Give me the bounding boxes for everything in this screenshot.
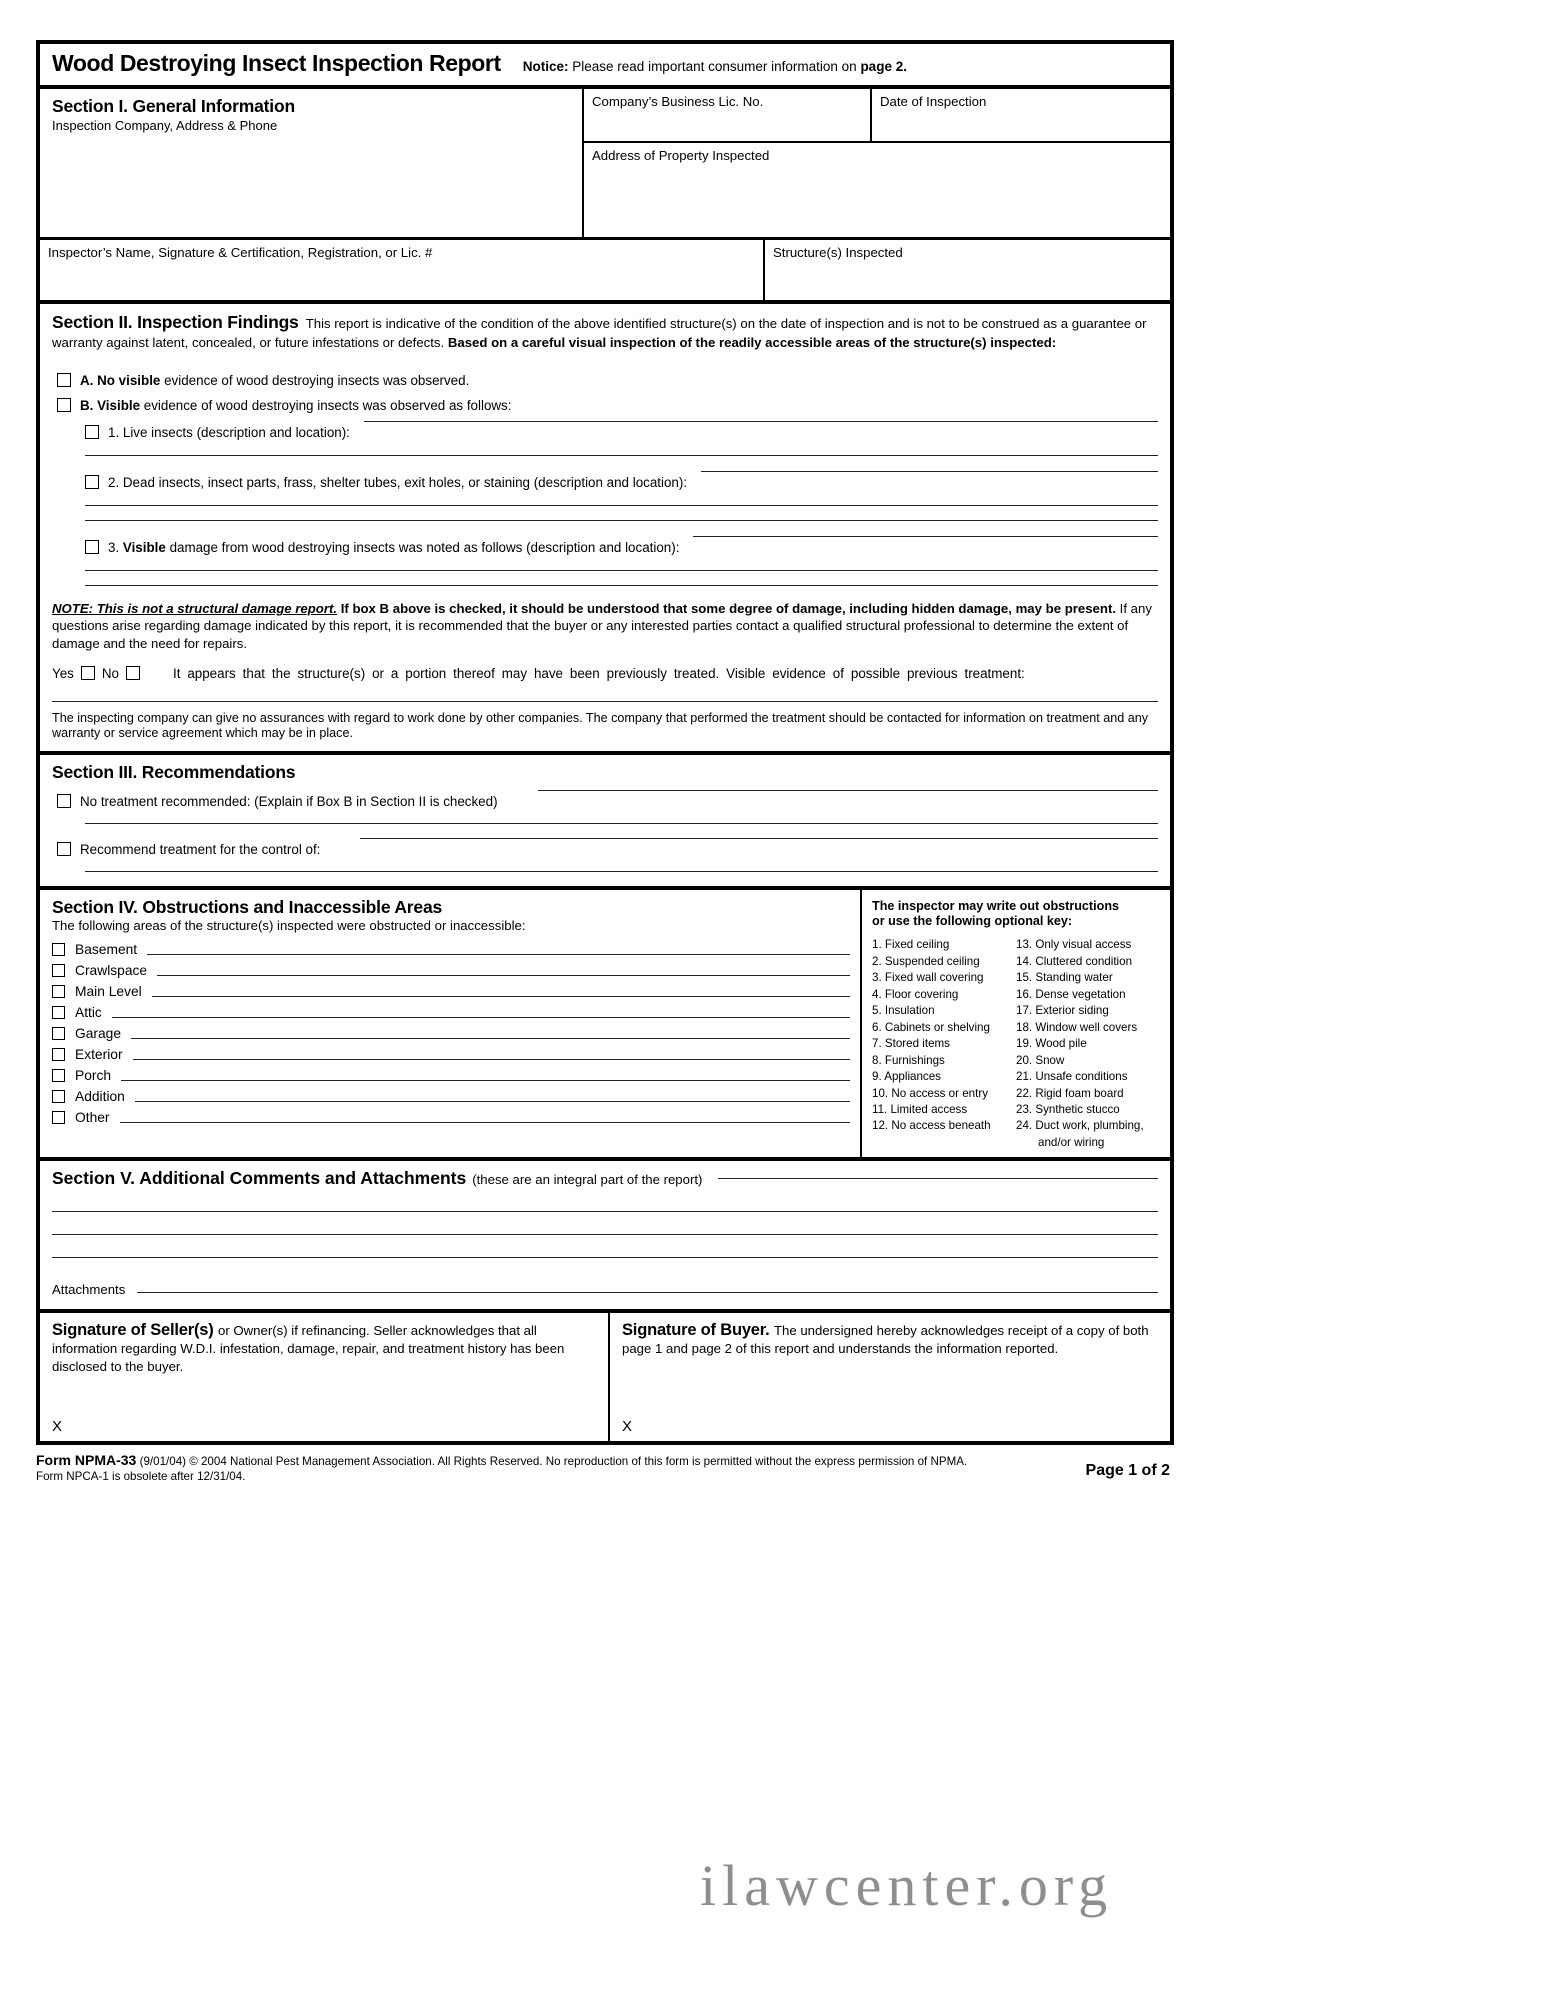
obstruction-checkbox-main-level[interactable] [52, 985, 65, 998]
section-4-subheading: The following areas of the structure(s) inspected were obstructed or inaccessible: [52, 918, 526, 934]
key-item: 8. Furnishings [872, 1053, 945, 1067]
notice-label: Notice: [522, 59, 569, 74]
note-underlined: NOTE: This is not a structural damage report. [52, 601, 338, 617]
recommend-treatment-label: Recommend treatment for the control of: [80, 842, 321, 858]
previous-treatment-input-line[interactable] [52, 701, 1158, 702]
list-item[interactable] [52, 1023, 850, 1044]
seller-signature-block [40, 1313, 610, 1441]
key-item: 16. Dense vegetation [1016, 987, 1126, 1001]
section-1-left [40, 89, 584, 237]
section-1-general-information [40, 89, 1170, 240]
list-item[interactable] [52, 1044, 850, 1065]
optional-key-column-left [872, 937, 1016, 1151]
obstruction-checkbox-porch[interactable] [52, 1069, 65, 1082]
footer-copyright: (9/01/04) © 2004 National Pest Management Association. All Rights Reserved. No reproduction of this form is permitted without the express permission of NPMA. [139, 1455, 968, 1469]
structures-inspected-field[interactable] [765, 240, 1170, 300]
inspector-name-field[interactable] [40, 240, 765, 300]
form-border [36, 40, 1174, 1445]
obstruction-label-main-level: Main Level [75, 984, 142, 1000]
section-1-heading: Section I. General Information [52, 96, 295, 116]
optional-key-column-right [1016, 937, 1164, 1151]
form-footer [36, 1452, 1174, 1484]
finding-b-row[interactable] [57, 398, 1158, 414]
finding-b2-row[interactable] [85, 475, 1158, 491]
key-item: 13. Only visual access [1016, 938, 1132, 952]
obstruction-label-basement: Basement [75, 942, 138, 958]
obstruction-input-line-attic[interactable] [112, 1017, 850, 1018]
finding-b1-row[interactable] [85, 425, 1158, 441]
section-5-input-line-3[interactable] [52, 1234, 1158, 1235]
notice-page-ref: page 2. [860, 59, 907, 74]
key-item: 4. Floor covering [872, 987, 959, 1001]
recommend-treatment-input-line[interactable] [360, 838, 1158, 839]
section-2-intro [52, 311, 1158, 351]
recommend-treatment-row[interactable] [57, 842, 1158, 857]
business-lic-label: Company’s Business Lic. No. [592, 94, 764, 109]
optional-key-heading [872, 899, 1164, 929]
no-treatment-label: No treatment recommended: (Explain if Box B in Section II is checked) [80, 794, 498, 810]
business-lic-field[interactable] [584, 89, 872, 141]
obstruction-label-addition: Addition [75, 1089, 125, 1105]
structures-inspected-label: Structure(s) Inspected [773, 245, 903, 260]
obstruction-input-line-main-level[interactable] [152, 996, 850, 997]
form-title-bar [40, 44, 1170, 89]
key-item: 23. Synthetic stucco [1016, 1102, 1120, 1116]
list-item[interactable] [52, 1086, 850, 1107]
key-item: 3. Fixed wall covering [872, 971, 984, 985]
notice-body: Please read important consumer information on [572, 59, 857, 74]
attachments-row [52, 1282, 1158, 1297]
attachments-input-line[interactable] [137, 1292, 1158, 1293]
footer-form-line [36, 1452, 1174, 1470]
signature-section [40, 1313, 1170, 1441]
watermark: ilawcenter.org [700, 1853, 1114, 1918]
key-item: 9. Appliances [872, 1070, 941, 1084]
key-item: 10. No access or entry [872, 1086, 988, 1100]
obstruction-area-list [52, 939, 850, 1128]
finding-b3-checkbox[interactable] [85, 540, 99, 554]
note-bold: If box B above is checked, it should be understood that some degree of damage, including hidden damage, may be present. [340, 601, 1116, 617]
section-1-subheading: Inspection Company, Address & Phone [52, 118, 278, 133]
previous-treatment-yes-label: Yes [52, 665, 74, 681]
section-2-intro-normal: This report is indicative of the condition of the above identified structure(s) on the date of inspection and is not to be construed as a guarantee or warranty against latent, concealed, or future infestations or defects. [52, 316, 1147, 350]
key-item: 14. Cluttered condition [1016, 954, 1133, 968]
key-item: 21. Unsafe conditions [1016, 1070, 1128, 1084]
address-of-property-field[interactable] [584, 143, 1170, 237]
obstruction-checkbox-basement[interactable] [52, 943, 65, 956]
obstruction-label-attic: Attic [75, 1005, 102, 1021]
finding-b1-input-line[interactable] [364, 421, 1158, 422]
assurances-paragraph: The inspecting company can give no assurances with regard to work done by other companies. The company that performed the treatment should be contacted for information on treatment and any warranty or service agreement which may be in place. [52, 710, 1149, 740]
notice-text [523, 59, 907, 74]
footer-form-number: Form NPMA-33 [36, 1452, 137, 1469]
section-4-obstructions [40, 890, 1170, 1161]
previous-treatment-no-checkbox[interactable] [126, 666, 140, 680]
list-item[interactable] [52, 1107, 850, 1128]
key-item: 24. Duct work, plumbing, [1016, 1119, 1144, 1133]
section-5-heading-note: (these are an integral part of the report) [472, 1172, 703, 1188]
previous-treatment-row [52, 666, 1158, 683]
section-5-input-line-1[interactable] [718, 1178, 1158, 1179]
no-treatment-row[interactable] [57, 794, 1158, 809]
no-treatment-input-line[interactable] [538, 790, 1158, 791]
finding-b3-row[interactable] [85, 540, 1158, 556]
address-of-property-label: Address of Property Inspected [592, 148, 770, 163]
recommend-treatment-input-line-2[interactable] [85, 871, 1158, 872]
key-item: 12. No access beneath [872, 1119, 991, 1133]
obstruction-input-line-addition[interactable] [135, 1101, 850, 1102]
obstruction-label-garage: Garage [75, 1026, 122, 1042]
finding-b2-checkbox[interactable] [85, 475, 99, 489]
no-treatment-input-line-2[interactable] [85, 823, 1158, 824]
seller-signature-x[interactable]: X [52, 1418, 63, 1436]
finding-b3-input-line[interactable] [693, 536, 1158, 537]
date-of-inspection-field[interactable] [872, 89, 1170, 141]
obstruction-checkbox-addition[interactable] [52, 1090, 65, 1103]
recommend-treatment-checkbox[interactable] [57, 842, 71, 856]
key-item: 2. Suspended ceiling [872, 954, 980, 968]
finding-b1-input-line-2[interactable] [85, 455, 1158, 456]
obstruction-checkbox-other[interactable] [52, 1111, 65, 1124]
key-item-continuation: and/or wiring [1038, 1135, 1105, 1149]
section-3-recommendations [40, 755, 1170, 890]
finding-b-label: B. Visible evidence of wood destroying insects was observed as follows: [80, 397, 512, 413]
page-title: Wood Destroying Insect Inspection Report [52, 50, 501, 76]
section-4-left [40, 890, 862, 1157]
obstruction-input-line-crawlspace[interactable] [157, 975, 850, 976]
finding-b2-input-line-2[interactable] [85, 505, 1158, 506]
section-2-intro-bold: Based on a careful visual inspection of the readily accessible areas of the structure(s) inspected: [447, 334, 1057, 350]
page-number: Page 1 of 2 [1085, 1462, 1170, 1480]
obstruction-label-crawlspace: Crawlspace [75, 963, 148, 979]
attachments-label: Attachments [52, 1282, 126, 1298]
key-item: 20. Snow [1016, 1053, 1065, 1067]
key-item: 6. Cabinets or shelving [872, 1020, 990, 1034]
section-5-input-line-4[interactable] [52, 1257, 1158, 1258]
key-item: 19. Wood pile [1016, 1037, 1087, 1051]
inspector-name-label: Inspector’s Name, Signature & Certification, Registration, or Lic. # [48, 245, 433, 260]
previous-treatment-no-label: No [101, 665, 119, 681]
buyer-signature-x[interactable]: X [622, 1418, 633, 1436]
previous-treatment-yes-checkbox[interactable] [81, 666, 95, 680]
optional-key-columns [872, 937, 1164, 1151]
list-item[interactable] [52, 981, 850, 1002]
document-page [36, 40, 1516, 1960]
footer-obsolete-note: Form NPCA-1 is obsolete after 12/31/04. [36, 1469, 246, 1483]
obstruction-checkbox-exterior[interactable] [52, 1048, 65, 1061]
section-1-bottom-row [40, 240, 1170, 304]
section-5-input-line-2[interactable] [52, 1211, 1158, 1212]
finding-b1-checkbox[interactable] [85, 425, 99, 439]
date-of-inspection-label: Date of Inspection [880, 94, 987, 109]
list-item[interactable] [52, 1065, 850, 1086]
list-item[interactable] [52, 939, 850, 960]
buyer-signature-heading: Signature of Buyer. [622, 1321, 770, 1340]
no-treatment-checkbox[interactable] [57, 794, 71, 808]
section-2-heading: Section II. Inspection Findings [52, 312, 299, 332]
finding-b2-label: 2. Dead insects, insect parts, frass, shelter tubes, exit holes, or staining (description and location): [108, 475, 688, 491]
section-1-right [584, 89, 1170, 237]
finding-b2-input-line-3[interactable] [85, 520, 1158, 521]
section-5-heading: Section V. Additional Comments and Attachments [52, 1168, 467, 1189]
key-item: 22. Rigid foam board [1016, 1086, 1124, 1100]
seller-signature-text: or Owner(s) if refinancing. Seller acknowledges that all information regarding W.D.I. infestation, damage, repair, and treatment history has been disclosed to the buyer. [52, 1323, 565, 1375]
optional-key-heading-line1: The inspector may write out obstructions [872, 899, 1120, 914]
obstruction-input-line-other[interactable] [120, 1122, 850, 1123]
key-item: 17. Exterior siding [1016, 1004, 1109, 1018]
previous-treatment-text: It appears that the structure(s) or a portion thereof may have been previously treated. Visible evidence of possible previous treatment: [172, 665, 1025, 681]
obstruction-input-line-basement[interactable] [147, 954, 850, 955]
finding-b2-input-line[interactable] [701, 471, 1158, 472]
key-item: 15. Standing water [1016, 971, 1113, 985]
optional-key-heading-line2: or use the following optional key: [872, 914, 1073, 929]
section-5-heading-row [52, 1168, 1158, 1189]
obstruction-label-other: Other [75, 1110, 110, 1126]
obstruction-input-line-porch[interactable] [121, 1080, 850, 1081]
key-item: 7. Stored items [872, 1037, 950, 1051]
section-5-additional-comments [40, 1161, 1170, 1313]
buyer-signature-text: The undersigned hereby acknowledges receipt of a copy of both page 1 and page 2 of this report and understands the information reported. [622, 1323, 1149, 1357]
structural-damage-note [52, 600, 1158, 651]
section-3-heading: Section III. Recommendations [52, 762, 296, 783]
obstruction-input-line-garage[interactable] [131, 1038, 850, 1039]
finding-b3-label: 3. Visible damage from wood destroying insects was noted as follows (description and location): [108, 540, 680, 556]
optional-key-box [862, 890, 1170, 1157]
key-item: 11. Limited access [872, 1102, 968, 1116]
obstruction-label-exterior: Exterior [75, 1047, 123, 1063]
finding-a-row[interactable] [57, 373, 1158, 389]
buyer-signature-block [610, 1313, 1170, 1441]
obstruction-input-line-exterior[interactable] [133, 1059, 850, 1060]
key-item: 1. Fixed ceiling [872, 938, 950, 952]
list-item[interactable] [52, 960, 850, 981]
list-item[interactable] [52, 1002, 850, 1023]
finding-b-checkbox[interactable] [57, 398, 71, 412]
section-4-heading: Section IV. Obstructions and Inaccessible Areas [52, 897, 443, 918]
obstruction-checkbox-crawlspace[interactable] [52, 964, 65, 977]
finding-b3-input-line-3[interactable] [85, 585, 1158, 586]
finding-b1-label: 1. Live insects (description and location): [108, 425, 350, 441]
finding-b3-input-line-2[interactable] [85, 570, 1158, 571]
finding-a-checkbox[interactable] [57, 373, 71, 387]
key-item: 5. Insulation [872, 1004, 935, 1018]
section-1-top-cells [584, 89, 1170, 143]
obstruction-checkbox-garage[interactable] [52, 1027, 65, 1040]
obstruction-label-porch: Porch [75, 1068, 112, 1084]
note-rest: If any questions arise regarding damage indicated by this report, it is recommended that the buyer or any interested parties contact a qualified structural professional to determine the extent of damage and the need for repairs. [52, 601, 1152, 651]
section-2-inspection-findings [40, 304, 1170, 755]
obstruction-checkbox-attic[interactable] [52, 1006, 65, 1019]
seller-signature-heading: Signature of Seller(s) [52, 1321, 214, 1340]
key-item: 18. Window well covers [1016, 1020, 1138, 1034]
finding-a-label: A. No visible evidence of wood destroying insects was observed. [80, 372, 470, 388]
